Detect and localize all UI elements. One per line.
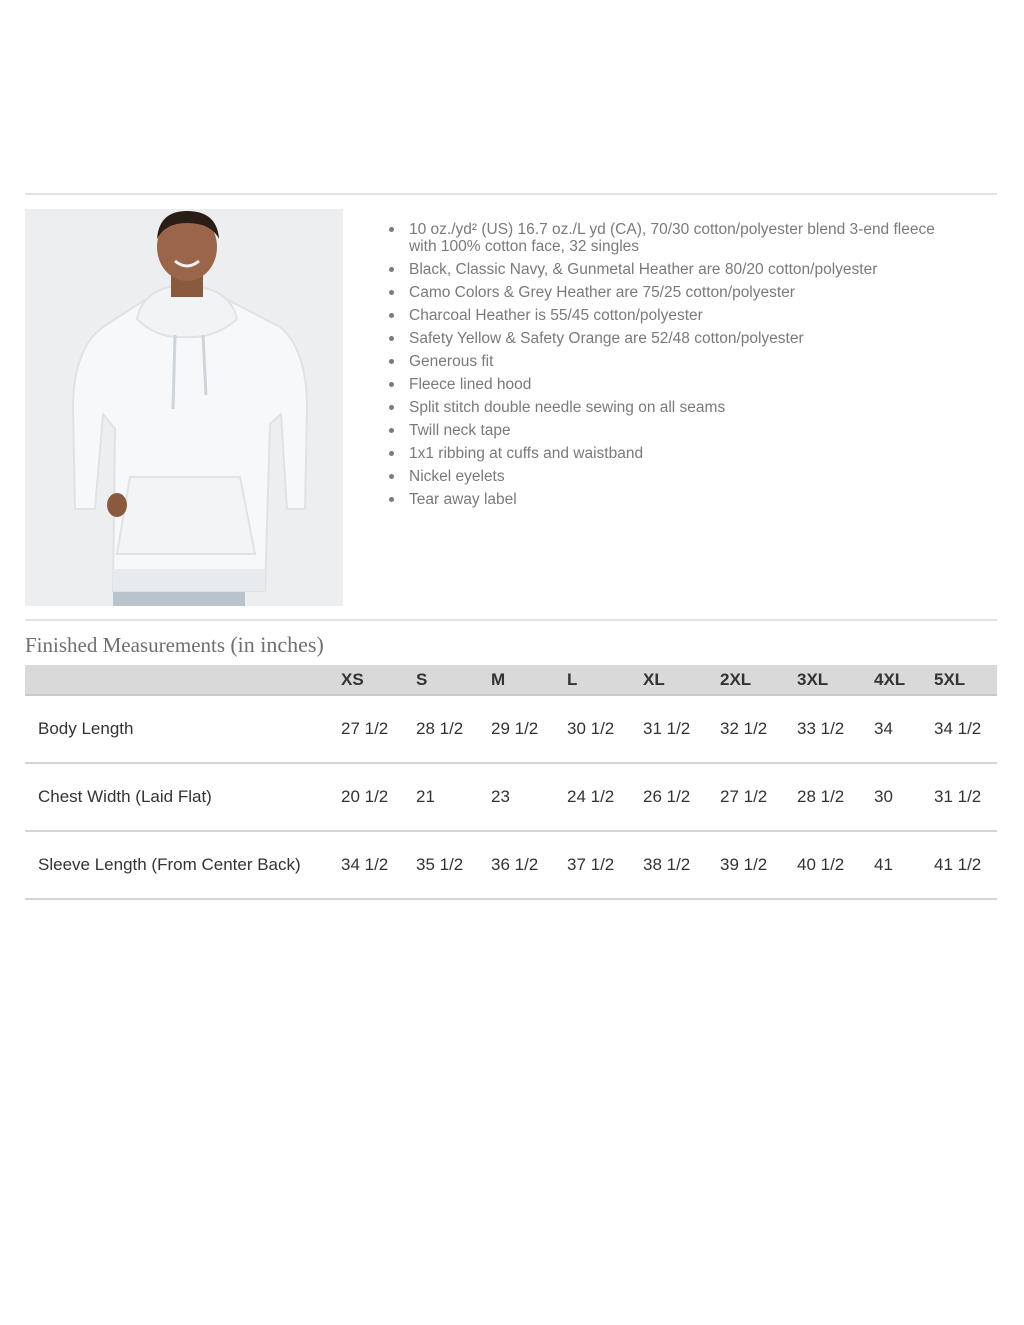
measurement-cell: 26 1/2 [630, 763, 707, 831]
table-row [25, 763, 997, 831]
bullet-icon [389, 428, 394, 433]
measurement-cell: 27 1/2 [328, 695, 403, 763]
measurement-cell: 39 1/2 [707, 831, 784, 899]
bullet-icon [389, 382, 394, 387]
measurement-cell: 37 1/2 [554, 831, 630, 899]
measurement-cell: 30 [861, 763, 921, 831]
size-header-row [25, 665, 997, 695]
size-header: 3XL [784, 665, 861, 695]
feature-item: Twill neck tape [389, 422, 959, 439]
measurement-cell: 34 [861, 695, 921, 763]
measurement-cell: 34 1/2 [921, 695, 997, 763]
size-header: 4XL [861, 665, 921, 695]
bullet-icon [389, 474, 394, 479]
table-row [25, 695, 997, 763]
measurement-cell: 41 [861, 831, 921, 899]
measurement-cell: 20 1/2 [328, 763, 403, 831]
table-row [25, 831, 997, 899]
row-label: Sleeve Length (From Center Back) [25, 831, 328, 899]
measurement-cell: 38 1/2 [630, 831, 707, 899]
feature-list [389, 221, 959, 514]
bullet-icon [389, 290, 394, 295]
product-photo [25, 209, 343, 606]
measurement-cell: 23 [478, 763, 554, 831]
size-header: 5XL [921, 665, 997, 695]
bullet-icon [389, 267, 394, 272]
top-divider [25, 193, 997, 195]
measurement-cell: 41 1/2 [921, 831, 997, 899]
measurement-cell: 28 1/2 [403, 695, 478, 763]
measurement-cell: 40 1/2 [784, 831, 861, 899]
feature-item: Fleece lined hood [389, 376, 959, 393]
measurements-title [25, 632, 324, 658]
feature-item: Charcoal Heather is 55/45 cotton/polyester [389, 307, 959, 324]
row-label: Body Length [25, 695, 328, 763]
measurements-title-text: Finished Measurements [25, 633, 226, 657]
feature-item: 10 oz./yd² (US) 16.7 oz./L yd (CA), 70/30 cotton/polyester blend 3-end fleece with 100% cotton face, 32 singles [389, 221, 959, 255]
size-header: M [478, 665, 554, 695]
measurement-cell: 33 1/2 [784, 695, 861, 763]
header-empty-cell [25, 665, 328, 695]
bullet-icon [389, 313, 394, 318]
measurement-cell: 21 [403, 763, 478, 831]
size-chart-table [25, 665, 997, 900]
measurement-cell: 31 1/2 [630, 695, 707, 763]
measurement-cell: 34 1/2 [328, 831, 403, 899]
bullet-icon [389, 497, 394, 502]
feature-item: Safety Yellow & Safety Orange are 52/48 cotton/polyester [389, 330, 959, 347]
bullet-icon [389, 359, 394, 364]
bullet-icon [389, 405, 394, 410]
measurement-cell: 24 1/2 [554, 763, 630, 831]
size-header: S [403, 665, 478, 695]
size-header: XL [630, 665, 707, 695]
size-header: XS [328, 665, 403, 695]
size-header: 2XL [707, 665, 784, 695]
measurement-cell: 35 1/2 [403, 831, 478, 899]
measurement-cell: 36 1/2 [478, 831, 554, 899]
row-label: Chest Width (Laid Flat) [25, 763, 328, 831]
measurement-cell: 27 1/2 [707, 763, 784, 831]
feature-item: Camo Colors & Grey Heather are 75/25 cotton/polyester [389, 284, 959, 301]
measurement-cell: 30 1/2 [554, 695, 630, 763]
measurement-cell: 29 1/2 [478, 695, 554, 763]
bullet-icon [389, 451, 394, 456]
feature-item: 1x1 ribbing at cuffs and waistband [389, 445, 959, 462]
feature-item: Tear away label [389, 491, 959, 508]
feature-item: Black, Classic Navy, & Gunmetal Heather are 80/20 cotton/polyester [389, 261, 959, 278]
measurement-cell: 28 1/2 [784, 763, 861, 831]
feature-item: Nickel eyelets [389, 468, 959, 485]
measurement-cell: 32 1/2 [707, 695, 784, 763]
measurements-unit: (in inches) [230, 632, 324, 657]
size-header: L [554, 665, 630, 695]
bullet-icon [389, 227, 394, 232]
bullet-icon [389, 336, 394, 341]
feature-item: Generous fit [389, 353, 959, 370]
feature-item: Split stitch double needle sewing on all seams [389, 399, 959, 416]
section-divider [25, 619, 997, 621]
model-wearing-hoodie-image [25, 209, 343, 606]
measurement-cell: 31 1/2 [921, 763, 997, 831]
